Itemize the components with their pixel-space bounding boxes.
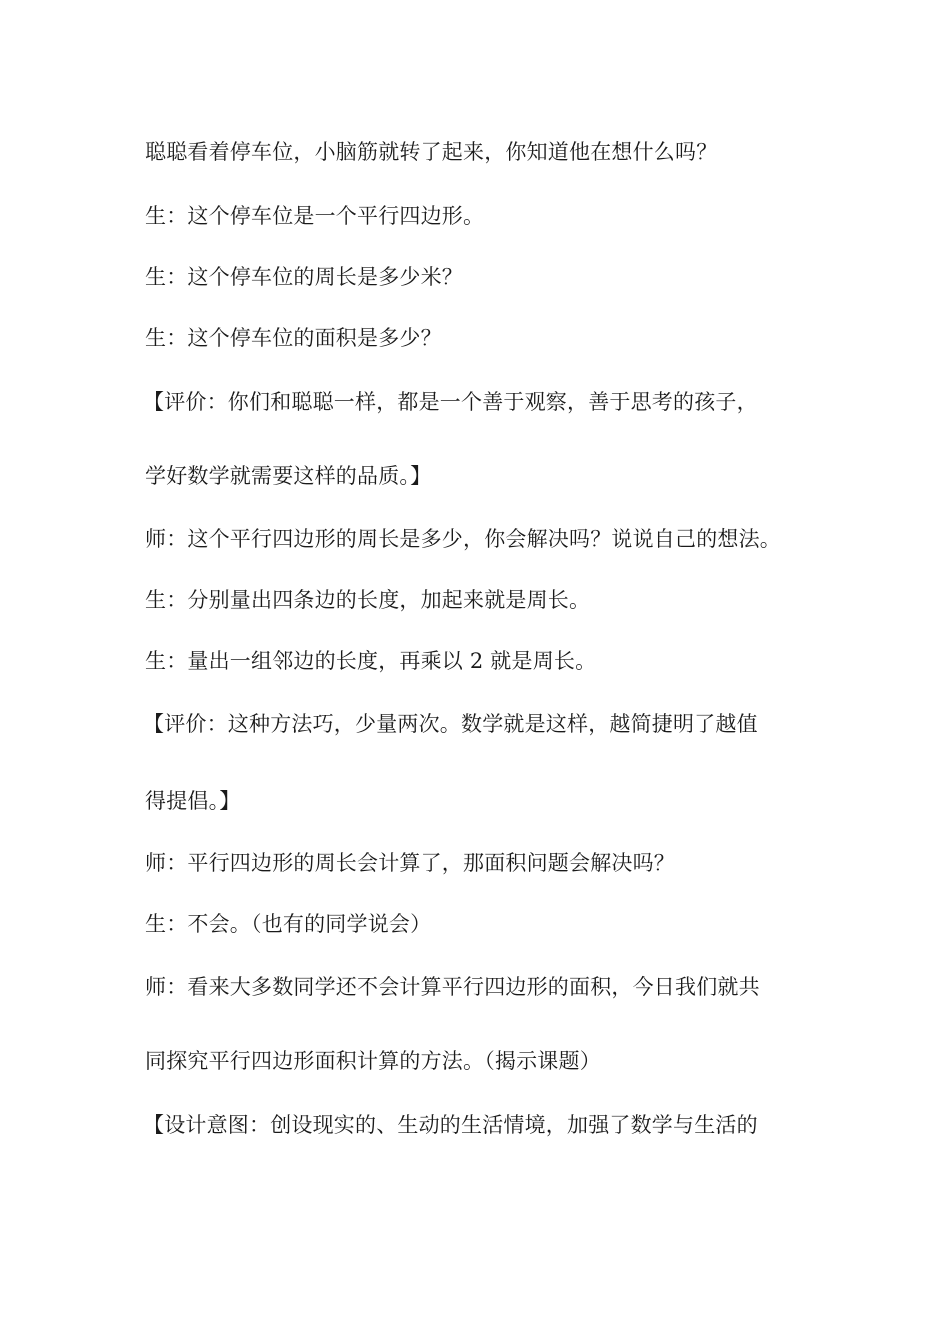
paragraph-line: 生：分别量出四条边的长度，加起来就是周长。 xyxy=(145,588,591,612)
paragraph-line: 生：量出一组邻边的长度，再乘以 2 就是周长。 xyxy=(145,649,597,673)
paragraph-line: 同探究平行四边形面积计算的方法。（揭示课题） xyxy=(145,1049,601,1073)
paragraph-line: 生：这个停车位的面积是多少？ xyxy=(145,326,442,350)
paragraph-line: 师：看来大多数同学还不会计算平行四边形的面积，今日我们就共 xyxy=(145,975,760,999)
design-intent-line: 【设计意图：创设现实的、生动的生活情境，加强了数学与生活的 xyxy=(143,1113,758,1137)
evaluation-line: 学好数学就需要这样的品质。】 xyxy=(145,464,432,488)
paragraph-line: 聪聪看着停车位，小脑筋就转了起来，你知道他在想什么吗？ xyxy=(145,140,718,164)
paragraph-line: 生：这个停车位的周长是多少米？ xyxy=(145,265,463,289)
paragraph-line: 生：这个停车位是一个平行四边形。 xyxy=(145,204,485,228)
evaluation-line: 【评价：你们和聪聪一样，都是一个善于观察，善于思考的孩子， xyxy=(143,390,758,414)
evaluation-line: 得提倡。】 xyxy=(145,789,241,813)
evaluation-line: 【评价：这种方法巧，少量两次。数学就是这样，越简捷明了越值 xyxy=(143,712,758,736)
paragraph-line: 生：不会。（也有的同学说会） xyxy=(145,912,432,936)
paragraph-line: 师：平行四边形的周长会计算了，那面积问题会解决吗？ xyxy=(145,851,675,875)
paragraph-line: 师：这个平行四边形的周长是多少，你会解决吗？说说自己的想法。 xyxy=(145,527,781,551)
